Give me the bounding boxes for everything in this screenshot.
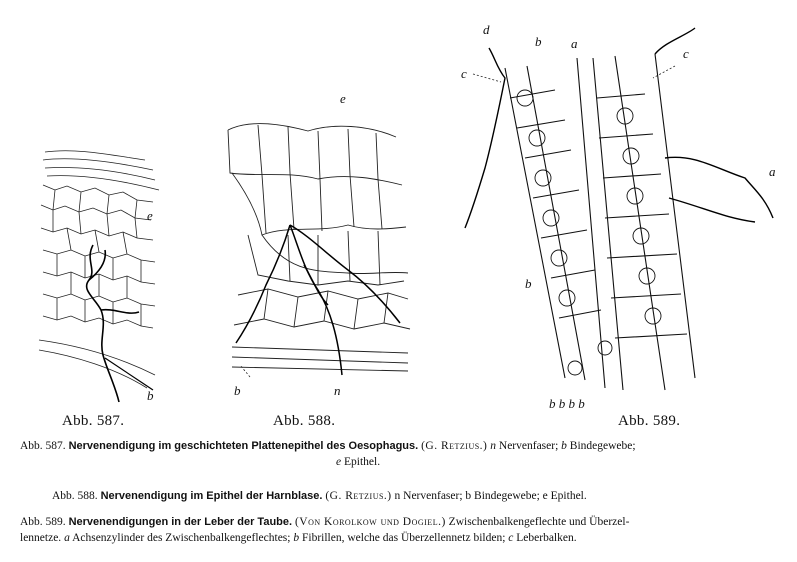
figure-589-label: Abb. 589. [618, 413, 681, 429]
caption-587-key-n: n [490, 440, 497, 452]
caption-589-val-c: Leberbalken. [516, 532, 577, 544]
caption-589-key-c: c [508, 532, 514, 544]
caption-587-val-n: Nervenfaser; [498, 440, 559, 452]
caption-589-val-a: Achsenzylinder des Zwischenbalkengeflechtes; [72, 532, 291, 544]
caption-587-author: (G. Retzius.) [421, 440, 488, 452]
figure-587 [35, 140, 165, 410]
figure-587-letter-b: b [147, 388, 154, 403]
figure-589-drawing [455, 18, 785, 413]
caption-589-val-b: Fibrillen, welche das Überzellennetz bilden; [301, 532, 506, 544]
caption-588-title: Nervenendigung im Epithel der Harnblase. [100, 490, 323, 502]
caption-589-key-b: b [293, 532, 300, 544]
caption-587-val-b: Bindegewebe; [569, 440, 636, 452]
figure-589-letter-c-left: c [461, 66, 467, 81]
figure-587-drawing [35, 140, 165, 405]
caption-587-key-b: b [561, 440, 567, 452]
caption-588-author: (G. Retzius.) [325, 490, 392, 502]
figure-588-letter-n: n [334, 383, 341, 398]
figure-588-letter-e: e [340, 95, 346, 106]
figure-589-letter-b-mid: b [525, 276, 532, 291]
caption-587-val-e: Epithel. [343, 456, 381, 468]
caption-589-key-a: a [64, 532, 70, 544]
caption-587 [20, 438, 790, 470]
figure-589-letter-a-right: a [769, 164, 776, 179]
caption-589 [20, 514, 790, 546]
caption-588-rest: n Nervenfaser; b Bindegewebe; e Epithel. [394, 490, 587, 502]
caption-587-key-e: e [336, 456, 342, 468]
caption-587-title: Nervenendigung im geschichteten Plattenepithel des Oesophagus. [68, 440, 419, 452]
caption-587-number: Abb. 587. [20, 440, 66, 452]
figure-589-letters-b-bottom: b b b b [549, 396, 585, 411]
figure-589-letter-c-right: c [683, 46, 689, 61]
caption-589-number: Abb. 589. [20, 516, 66, 528]
figure-587-label: Abb. 587. [62, 413, 125, 429]
figure-589-letter-d: d [483, 22, 490, 37]
caption-588-number: Abb. 588. [52, 490, 98, 502]
figure-588 [218, 95, 418, 405]
figure-589-letter-a-top: a [571, 36, 578, 51]
caption-589-title: Nervenendigungen in der Leber der Taube. [68, 516, 293, 528]
caption-589-line2: lennetze. [20, 532, 62, 544]
figure-589-letter-b-top: b [535, 34, 542, 49]
figure-587-letter-e: e [147, 208, 153, 223]
figure-588-letter-b: b [234, 383, 241, 398]
figure-589 [455, 18, 785, 413]
caption-589-line1-rest: Zwischenbalkengeflechte und Überzel- [448, 516, 630, 528]
caption-588 [52, 488, 792, 504]
figure-588-label: Abb. 588. [273, 413, 336, 429]
figure-588-drawing [218, 95, 418, 405]
caption-589-author: (Von Korolkow und Dogiel.) [294, 516, 446, 528]
